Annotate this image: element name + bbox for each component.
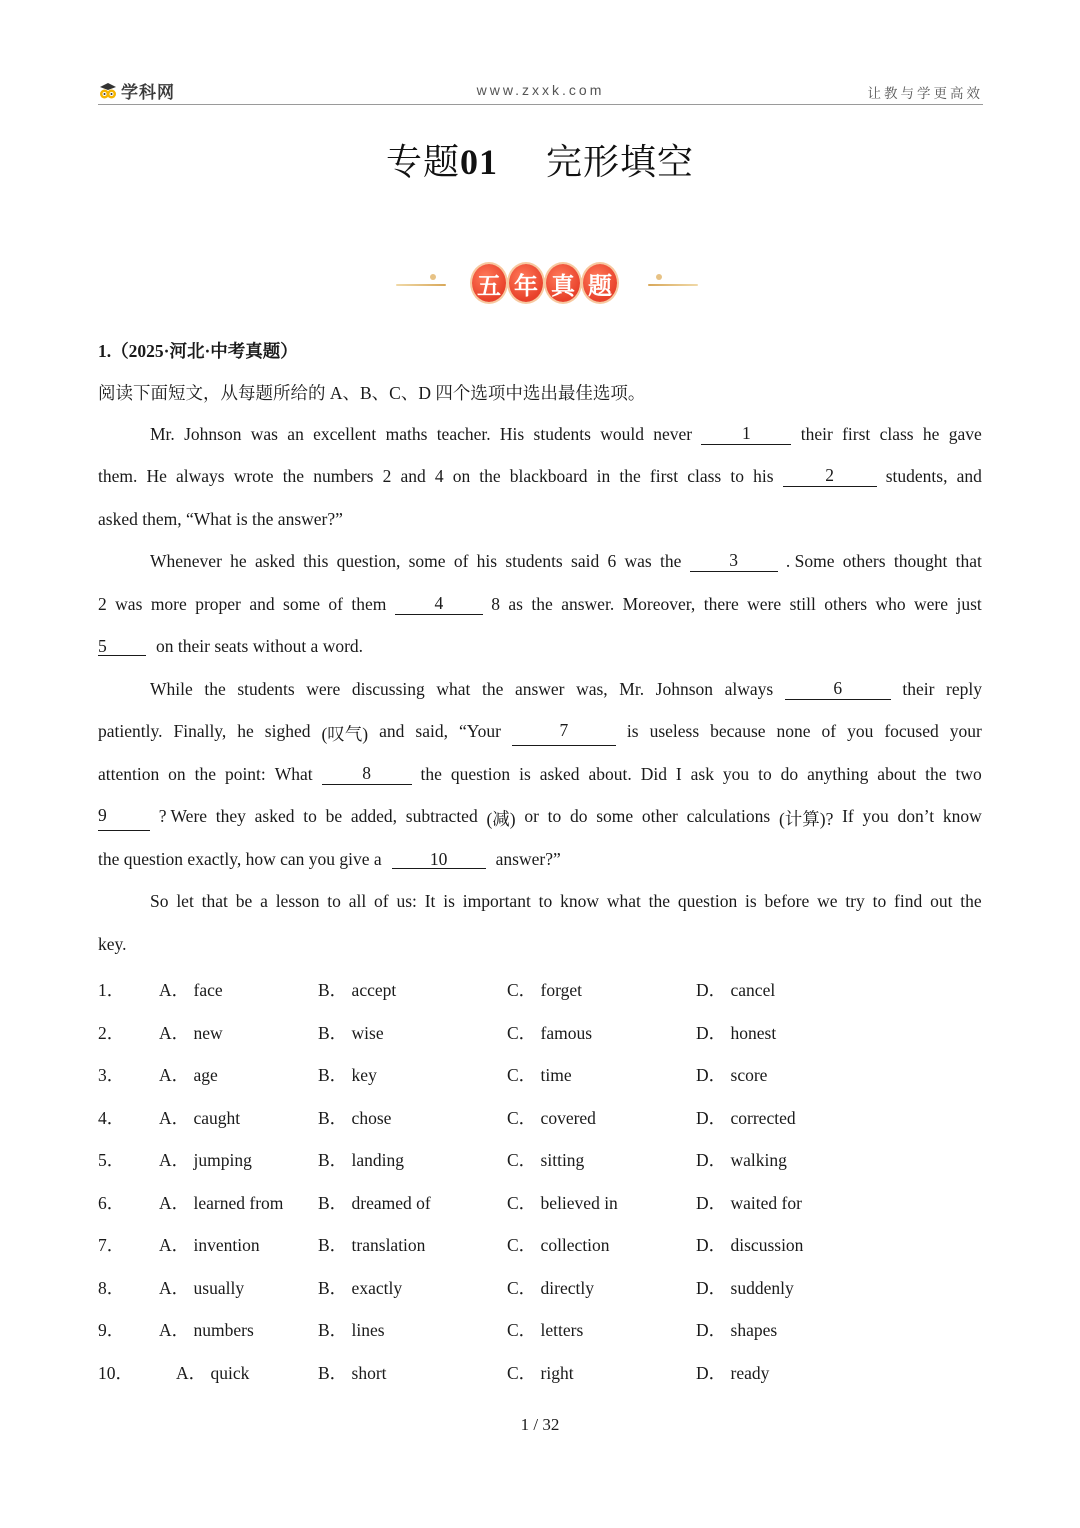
passage-word: before <box>764 891 810 911</box>
passage-word: them. <box>98 466 138 486</box>
passage-word: Moreover, <box>622 594 696 614</box>
passage-line <box>98 594 982 615</box>
passage-word: asked <box>254 551 295 571</box>
passage-word: students <box>505 551 563 571</box>
passage-word: about <box>877 764 917 784</box>
passage-word: subtracted <box>405 806 478 826</box>
passage-word: of <box>453 551 469 571</box>
passage-word: to <box>303 806 317 826</box>
option-c: C． time <box>507 1065 572 1085</box>
option-row <box>98 1275 982 1299</box>
option-d: D． waited for <box>696 1192 802 1213</box>
passage-word: asked <box>539 764 580 784</box>
option-a: A． face <box>159 980 223 1000</box>
passage-word: ? Were <box>158 806 208 826</box>
blank-10: 10 <box>392 850 486 869</box>
passage-word: to <box>730 466 744 486</box>
passage-text: asked them, “What is the answer?” <box>98 509 343 529</box>
option-a: A． age <box>159 1065 218 1085</box>
question-instruction: 阅读下面短文，从每题所给的 A、B、C、D 四个选项中选出最佳选项。 <box>98 383 646 403</box>
option-d: D． discussion <box>696 1235 804 1255</box>
passage-word: the <box>282 466 305 486</box>
passage-word: Mr. <box>150 424 175 444</box>
passage-word: said <box>571 551 600 571</box>
passage-word: wrote <box>233 466 274 486</box>
blank-1: 1 <box>701 424 791 445</box>
option-d: D． ready <box>696 1362 770 1383</box>
passage-word: what <box>436 679 471 699</box>
passage-word: maths <box>385 424 428 444</box>
passage-word: out <box>930 891 953 911</box>
option-c: C． directly <box>507 1277 594 1298</box>
option-row <box>98 1147 982 1171</box>
passage-word: find <box>894 891 923 911</box>
passage-text: key. <box>98 934 127 954</box>
blank-8: 8 <box>322 764 412 785</box>
passage-word: know <box>942 806 982 826</box>
passage-word: While <box>150 679 193 699</box>
option-number: 3． <box>98 1065 125 1085</box>
passage-word: answer <box>514 679 565 699</box>
passage-line <box>98 551 982 572</box>
passage-word: the <box>648 891 671 911</box>
passage-word: attention <box>98 764 160 784</box>
passage-word: on <box>452 466 471 486</box>
option-number: 2． <box>98 1022 125 1043</box>
passage-word: of <box>821 721 837 741</box>
passage-word: their <box>902 679 935 699</box>
option-number: 4． <box>98 1107 125 1128</box>
passage-word: other <box>641 806 678 826</box>
option-c: C． sitting <box>507 1150 585 1170</box>
passage-word: do <box>780 764 799 784</box>
blank-6: 6 <box>785 679 891 700</box>
option-c: C． letters <box>507 1320 584 1340</box>
section-banner <box>394 262 700 308</box>
passage-word: us: <box>396 891 417 911</box>
passage-line <box>98 466 982 487</box>
option-row <box>98 1062 982 1086</box>
passage-word: calculations <box>686 806 771 826</box>
option-row <box>98 1317 982 1341</box>
option-b: B． dreamed of <box>318 1192 431 1213</box>
sparkle-icon <box>430 274 436 280</box>
option-b: B． key <box>318 1065 377 1085</box>
passage-word: to <box>872 891 887 911</box>
passage-word: blackboard <box>509 466 588 486</box>
passage-word: He <box>146 466 167 486</box>
passage-word: there <box>703 594 739 614</box>
option-c: C． famous <box>507 1022 593 1043</box>
passage-word: If <box>842 806 854 826</box>
option-b: B． chose <box>318 1107 392 1128</box>
passage-text: the question exactly, how can you give a <box>98 849 382 869</box>
passage-word: 8 <box>491 594 500 614</box>
passage-word: lesson <box>275 891 320 911</box>
passage-word: 2 <box>382 466 392 486</box>
passage-word: the <box>194 764 216 784</box>
passage-word: and <box>400 466 426 486</box>
passage-text: answer?” <box>495 849 561 869</box>
passage-word: Finally, <box>173 721 227 741</box>
blank-5: 5 <box>98 637 146 656</box>
passage-word: he <box>230 551 247 571</box>
passage-line <box>98 764 982 785</box>
option-row <box>98 1360 982 1384</box>
option-c: C． collection <box>507 1235 610 1255</box>
passage-word: this <box>303 551 329 571</box>
passage-word: some <box>283 594 320 614</box>
banner-char: 题 <box>583 264 617 302</box>
option-a: A． numbers <box>159 1320 254 1340</box>
passage-word: a <box>260 891 268 911</box>
option-b: B． wise <box>318 1022 384 1043</box>
passage-word: don’t <box>897 806 935 826</box>
passage-line <box>98 679 982 700</box>
option-d: D． suddenly <box>696 1277 794 1298</box>
passage-word: (叹气) <box>321 724 369 744</box>
passage-word: the <box>619 466 641 486</box>
passage-word: the <box>925 764 947 784</box>
passage-line <box>98 934 982 955</box>
passage-word: the <box>481 679 504 699</box>
passage-line <box>98 721 982 746</box>
option-b: B． exactly <box>318 1277 403 1298</box>
passage-word: you <box>862 806 889 826</box>
option-b: B． short <box>318 1362 387 1383</box>
option-a: A． jumping <box>159 1150 252 1170</box>
passage-word: always <box>724 679 774 699</box>
passage-word: as <box>508 594 523 614</box>
passage-word: sighed <box>264 721 311 741</box>
passage-word: is <box>745 891 757 911</box>
passage-word: of <box>374 891 389 911</box>
banner-char: 真 <box>546 264 580 302</box>
passage-word: his <box>476 551 498 571</box>
passage-word: thought <box>893 551 948 571</box>
passage-word: who <box>875 594 906 614</box>
passage-word: and <box>956 466 982 486</box>
passage-word: So <box>150 891 169 911</box>
passage-word: was, <box>576 679 608 699</box>
option-b: B． translation <box>318 1235 426 1255</box>
passage-word: to <box>758 764 772 784</box>
passage-word: an <box>287 424 304 444</box>
passage-word: the <box>960 891 982 911</box>
option-d: D． score <box>696 1065 768 1085</box>
passage-word: reply <box>946 679 982 699</box>
title-prefix: 专题 <box>385 142 460 182</box>
option-row <box>98 1190 982 1214</box>
passage-line <box>98 424 982 445</box>
page-number: 1 / 32 <box>520 1415 560 1434</box>
passage-word: his <box>753 466 774 486</box>
option-b: B． accept <box>318 980 397 1000</box>
banner-char: 年 <box>509 264 543 302</box>
passage-word: is <box>519 764 531 784</box>
passage-word: your <box>949 721 982 741</box>
passage-word: or <box>524 806 539 826</box>
passage-word: were <box>747 594 782 614</box>
option-c: C． believed in <box>507 1192 618 1213</box>
option-a: A． quick <box>176 1362 250 1383</box>
passage-word: What <box>274 764 313 784</box>
passage-word: on <box>168 764 186 784</box>
passage-word: still <box>789 594 816 614</box>
passage-word: and <box>249 594 275 614</box>
passage-word: was <box>250 424 278 444</box>
banner-ornament-left <box>396 284 446 286</box>
passage-word: he <box>237 721 254 741</box>
passage-word: I <box>675 764 682 784</box>
blank-4: 4 <box>395 594 483 615</box>
passage-word: Mr. <box>619 679 645 699</box>
passage-word: to <box>327 891 341 911</box>
passage-line <box>98 636 982 657</box>
passage-word: that <box>955 551 982 571</box>
passage-word: were <box>306 679 341 699</box>
passage-line <box>98 806 982 831</box>
passage-word: teacher. <box>436 424 491 444</box>
passage-word: question <box>677 891 738 911</box>
passage-word: do <box>570 806 588 826</box>
passage-word: their <box>800 424 833 444</box>
blank-9: 9 <box>98 806 150 831</box>
passage-word: question <box>450 764 511 784</box>
option-d: D． shapes <box>696 1320 778 1340</box>
option-b: B． landing <box>318 1150 405 1170</box>
option-c: C． right <box>507 1362 574 1383</box>
site-url[interactable]: www.zxxk.com <box>476 82 605 98</box>
passage-word: students, <box>885 466 948 486</box>
passage-word: is <box>626 721 639 741</box>
passage-word: first <box>649 466 679 486</box>
passage-word: the <box>659 551 682 571</box>
option-number: 9． <box>98 1320 125 1340</box>
passage-word: of <box>328 594 343 614</box>
passage-word: none <box>776 721 811 741</box>
banner-ornament-right <box>648 284 698 286</box>
sparkle-icon <box>656 274 662 280</box>
passage-word: class <box>879 424 914 444</box>
option-number: 8． <box>98 1277 125 1298</box>
passage-word: answer. <box>561 594 615 614</box>
passage-word: to <box>538 891 553 911</box>
option-row <box>98 1020 982 1044</box>
passage-word: more <box>150 594 187 614</box>
passage-word: he <box>922 424 940 444</box>
banner-title <box>472 264 617 302</box>
passage-word: anything <box>807 764 869 784</box>
passage-word: never <box>653 424 693 444</box>
option-d: D． cancel <box>696 980 776 1000</box>
passage-line <box>98 891 982 912</box>
passage-word: focused <box>884 721 939 741</box>
passage-text: on their seats without a word. <box>156 636 364 656</box>
passage-word: you <box>847 721 874 741</box>
option-number: 7． <box>98 1235 125 1255</box>
passage-word: important <box>462 891 531 911</box>
passage-word: Whenever <box>150 551 222 571</box>
passage-word: in <box>596 466 611 486</box>
passage-word: students <box>533 424 591 444</box>
option-d: D． honest <box>696 1022 777 1043</box>
option-number: 10． <box>98 1362 133 1383</box>
logo-text: 学科网 <box>121 83 175 102</box>
passage-word: you <box>722 764 750 784</box>
passage-word: was <box>624 551 652 571</box>
passage-word: because <box>710 721 766 741</box>
passage-word: to <box>547 806 562 826</box>
passage-word: know <box>560 891 599 911</box>
option-c: C． forget <box>507 980 583 1000</box>
option-a: A． caught <box>159 1107 241 1128</box>
passage-word: some <box>596 806 634 826</box>
passage-word: them <box>351 594 387 614</box>
passage-word: the <box>531 594 553 614</box>
option-a: A． usually <box>159 1277 245 1298</box>
passage-word: be <box>325 806 343 826</box>
passage-word: students <box>237 679 295 699</box>
option-row <box>98 977 982 1001</box>
passage-word: discussing <box>351 679 425 699</box>
passage-word: be <box>235 891 253 911</box>
option-row <box>98 1232 982 1256</box>
passage-word: asked <box>254 806 295 826</box>
page-header <box>98 74 983 105</box>
option-a: A． invention <box>159 1235 260 1255</box>
passage-word: would <box>600 424 644 444</box>
passage-word: useless <box>649 721 700 741</box>
passage-word: said, <box>415 721 448 741</box>
passage-word: about. <box>588 764 632 784</box>
document-title <box>0 134 1080 185</box>
passage-word: was <box>115 594 143 614</box>
blank-7: 7 <box>512 721 616 746</box>
option-a: A． new <box>159 1022 223 1043</box>
passage-word: the <box>420 764 442 784</box>
passage-word: Johnson <box>655 679 714 699</box>
passage-word: we <box>817 891 838 911</box>
option-number: 1． <box>98 980 125 1000</box>
banner-char: 五 <box>472 264 506 302</box>
passage-word: first <box>842 424 871 444</box>
passage-word: and <box>379 721 405 741</box>
passage-word: that <box>201 891 228 911</box>
passage-word: is <box>443 891 455 911</box>
passage-word: try <box>845 891 865 911</box>
passage-word: 4 <box>434 466 444 486</box>
passage-word: question, <box>336 551 401 571</box>
option-c: C． covered <box>507 1107 596 1128</box>
passage-word: ask <box>690 764 714 784</box>
passage-word: let <box>176 891 194 911</box>
option-b: B． lines <box>318 1320 385 1340</box>
passage-word: some <box>408 551 446 571</box>
option-number: 5． <box>98 1150 125 1170</box>
passage-word: . Some <box>785 551 835 571</box>
passage-word: always <box>176 466 225 486</box>
passage-word: It <box>424 891 436 911</box>
option-d: D． walking <box>696 1150 787 1170</box>
passage-word: the <box>479 466 501 486</box>
passage-word: added, <box>350 806 398 826</box>
passage-word: what <box>606 891 641 911</box>
passage-word: class <box>687 466 722 486</box>
title-topic: 完形填空 <box>546 142 695 182</box>
passage-word: (计算)? <box>778 809 834 829</box>
passage-word: just <box>956 594 982 614</box>
option-d: D． corrected <box>696 1107 796 1128</box>
passage-word: were <box>914 594 949 614</box>
passage-word: others <box>824 594 868 614</box>
option-a: A． learned from <box>159 1192 284 1213</box>
passage-word: point: <box>224 764 266 784</box>
passage-word: all <box>348 891 367 911</box>
passage-word: proper <box>195 594 241 614</box>
passage-word: gave <box>948 424 982 444</box>
passage-word: patiently. <box>98 721 163 741</box>
option-row <box>98 1105 982 1129</box>
passage-word: excellent <box>313 424 377 444</box>
question-heading: 1.（2025·河北·中考真题） <box>98 341 298 361</box>
passage-word: 2 <box>98 594 107 614</box>
passage-word: others <box>842 551 886 571</box>
passage-word: two <box>955 764 982 784</box>
passage-word: Johnson <box>184 424 242 444</box>
passage-word: “Your <box>458 721 501 741</box>
passage-line <box>98 509 982 530</box>
passage-word: they <box>215 806 246 826</box>
passage-line <box>98 849 982 870</box>
option-number: 6． <box>98 1192 125 1213</box>
blank-2: 2 <box>783 466 877 487</box>
passage-word: the <box>204 679 226 699</box>
passage-word: (减) <box>486 809 516 829</box>
passage-word: numbers <box>313 466 374 486</box>
passage-word: 6 <box>607 551 617 571</box>
passage-word: Did <box>640 764 667 784</box>
site-slogan: 让教与学更高效 <box>867 86 983 102</box>
title-number: 01 <box>460 142 498 182</box>
blank-3: 3 <box>690 551 778 572</box>
passage-word: His <box>499 424 525 444</box>
